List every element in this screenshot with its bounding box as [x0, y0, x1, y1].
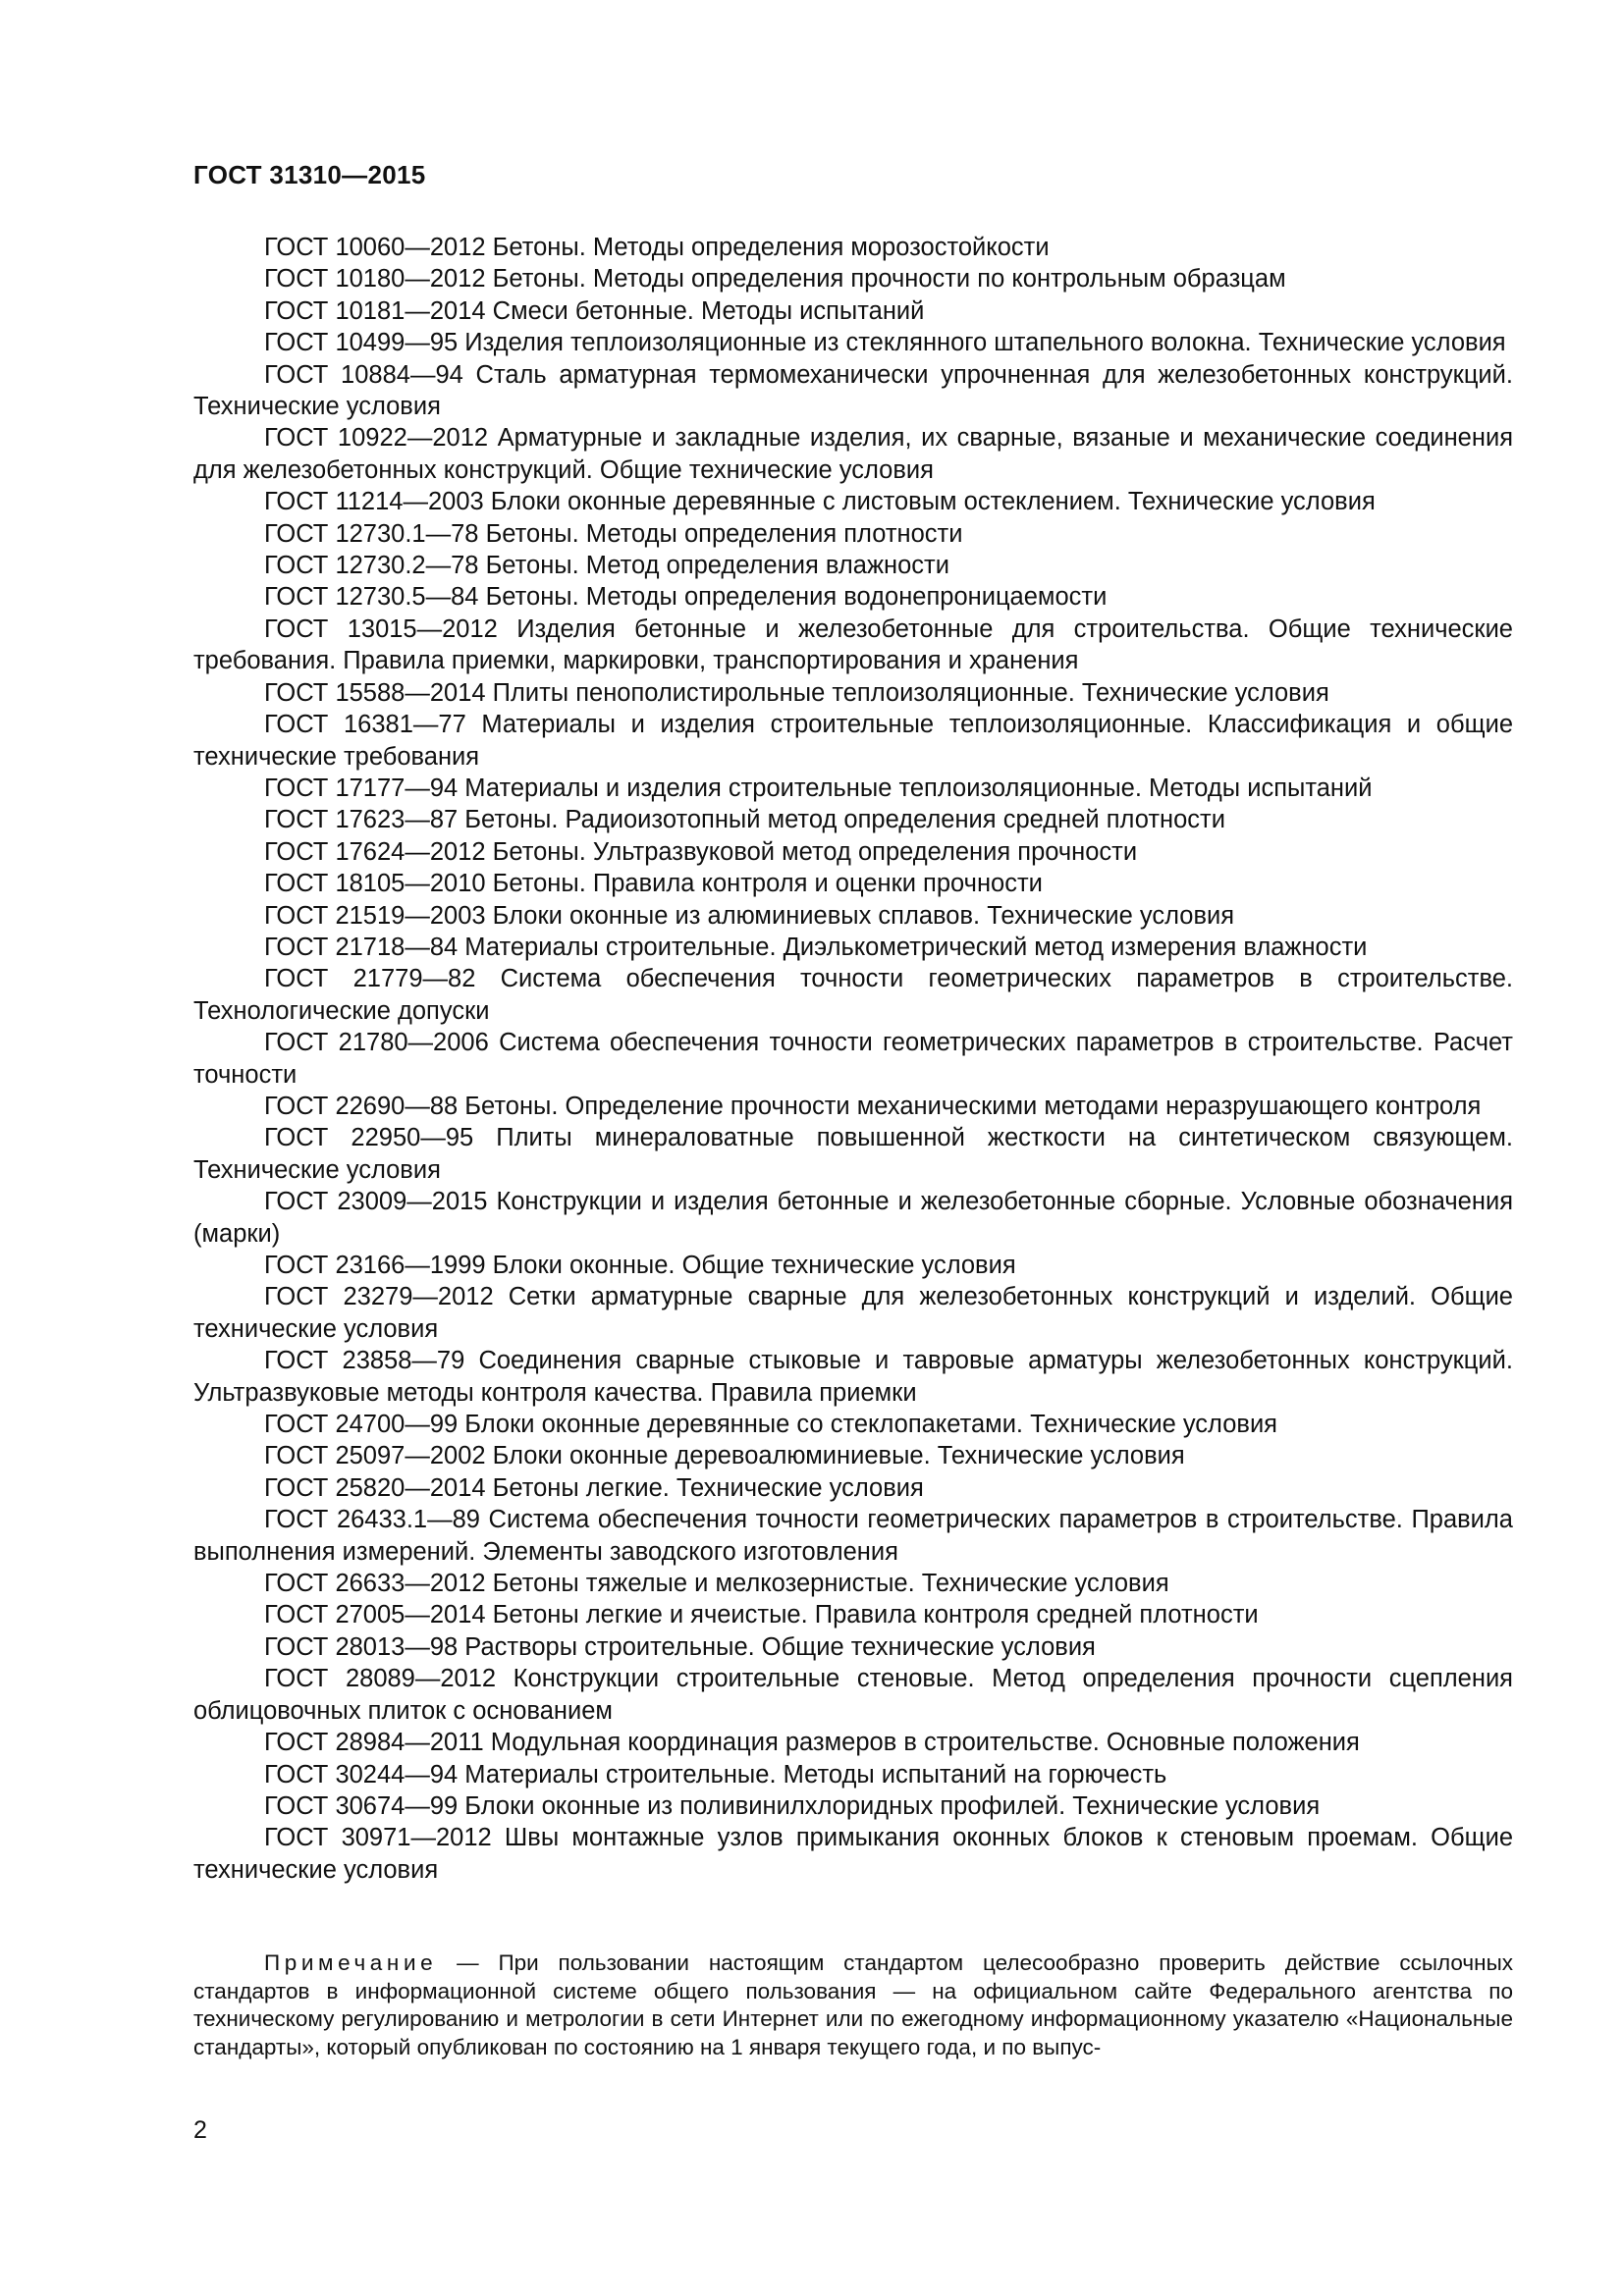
reference-item: ГОСТ 25097—2002 Блоки оконные деревоалюминиевые. Технические условия	[264, 1442, 1185, 1470]
reference-item: ГОСТ 21779—82 Система обеспечения точности геометрических параметров в строительстве. Технологические допуски	[193, 965, 1513, 1025]
reference-item: ГОСТ 21519—2003 Блоки оконные из алюминиевых сплавов. Технические условия	[264, 901, 1235, 930]
note-text: — При пользовании настоящим стандартом целесообразно проверить действие ссылочных стандартов в информационной системе общего пользования — на официальном сайте Федерального агентства по техническому регулированию и метрологии в сети Интернет или по ежегодному информационному указателю «Национальные стандарты», который опубликован по состоянию на 1 января текущего года, и по выпус-	[193, 1950, 1513, 2059]
reference-item: ГОСТ 28013—98 Растворы строительные. Общие технические условия	[264, 1632, 1096, 1661]
reference-item: ГОСТ 23166—1999 Блоки оконные. Общие технические условия	[264, 1252, 1016, 1279]
note-paragraph	[193, 1949, 1513, 2061]
reference-item: ГОСТ 21718—84 Материалы строительные. Диэлькометрический метод измерения влажности	[264, 933, 1368, 961]
reference-item: ГОСТ 22950—95 Плиты минераловатные повышенной жесткости на синтетическом связующем. Технические условия	[193, 1124, 1513, 1184]
reference-item: ГОСТ 24700—99 Блоки оконные деревянные со стеклопакетами. Технические условия	[264, 1411, 1277, 1439]
normative-references-list	[193, 232, 1513, 1886]
reference-item: ГОСТ 12730.2—78 Бетоны. Метод определения влажности	[264, 552, 949, 580]
reference-item: ГОСТ 17177—94 Материалы и изделия строительные теплоизоляционные. Методы испытаний	[264, 774, 1373, 802]
reference-item: ГОСТ 10180—2012 Бетоны. Методы определения прочности по контрольным образцам	[264, 265, 1286, 294]
reference-item: ГОСТ 30674—99 Блоки оконные из поливинилхлоридных профилей. Технические условия	[264, 1791, 1321, 1820]
reference-item: ГОСТ 26433.1—89 Система обеспечения точности геометрических параметров в строительстве. Правила выполнения измерений. Элементы заводского изготовления	[193, 1506, 1513, 1566]
reference-item: ГОСТ 30971—2012 Швы монтажные узлов примыкания оконных блоков к стеновым проемам. Общие технические условия	[193, 1824, 1513, 1884]
reference-item: ГОСТ 17624—2012 Бетоны. Ультразвуковой метод определения прочности	[264, 837, 1138, 866]
reference-item: ГОСТ 27005—2014 Бетоны легкие и ячеистые. Правила контроля средней плотности	[264, 1601, 1259, 1629]
reference-item: ГОСТ 17623—87 Бетоны. Радиоизотопный метод определения средней плотности	[264, 806, 1225, 834]
reference-item: ГОСТ 23279—2012 Сетки арматурные сварные для железобетонных конструкций и изделий. Общие технические условия	[193, 1283, 1513, 1343]
reference-item: ГОСТ 10499—95 Изделия теплоизоляционные из стеклянного штапельного волокна. Технические условия	[264, 329, 1506, 357]
reference-item: ГОСТ 11214—2003 Блоки оконные деревянные с листовым остеклением. Технические условия	[264, 488, 1376, 516]
page-number: 2	[193, 2116, 207, 2144]
reference-item: ГОСТ 28984—2011 Модульная координация размеров в строительстве. Основные положения	[264, 1729, 1360, 1757]
reference-item: ГОСТ 10884—94 Сталь арматурная термомеханически упрочненная для железобетонных конструкций. Технические условия	[193, 360, 1513, 421]
reference-item: ГОСТ 23009—2015 Конструкции и изделия бетонные и железобетонные сборные. Условные обозначения (марки)	[193, 1188, 1513, 1248]
note-label: Примечание	[264, 1950, 438, 1975]
reference-item: ГОСТ 22690—88 Бетоны. Определение прочности механическими методами неразрушающего контроля	[264, 1092, 1482, 1120]
reference-item: ГОСТ 15588—2014 Плиты пенополистирольные теплоизоляционные. Технические условия	[264, 678, 1329, 707]
reference-item: ГОСТ 28089—2012 Конструкции строительные стеновые. Метод определения прочности сцепления облицовочных плиток с основанием	[193, 1665, 1513, 1725]
reference-item: ГОСТ 18105—2010 Бетоны. Правила контроля и оценки прочности	[264, 870, 1043, 898]
reference-item: ГОСТ 30244—94 Материалы строительные. Методы испытаний на горючесть	[264, 1760, 1167, 1789]
reference-item: ГОСТ 21780—2006 Система обеспечения точности геометрических параметров в строительстве. Расчет точности	[193, 1029, 1513, 1089]
reference-item: ГОСТ 10181—2014 Смеси бетонные. Методы испытаний	[264, 296, 925, 325]
reference-item: ГОСТ 12730.1—78 Бетоны. Методы определения плотности	[264, 519, 963, 548]
reference-item: ГОСТ 26633—2012 Бетоны тяжелые и мелкозернистые. Технические условия	[264, 1570, 1169, 1598]
reference-item: ГОСТ 10922—2012 Арматурные и закладные изделия, их сварные, вязаные и механические соединения для железобетонных конструкций. Общие технические условия	[193, 424, 1513, 484]
document-code-header: ГОСТ 31310—2015	[193, 160, 426, 189]
reference-item: ГОСТ 13015—2012 Изделия бетонные и железобетонные для строительства. Общие технические требования. Правила приемки, маркировки, транспортирования и хранения	[193, 614, 1513, 675]
reference-item: ГОСТ 25820—2014 Бетоны легкие. Технические условия	[264, 1473, 924, 1502]
reference-item: ГОСТ 23858—79 Соединения сварные стыковые и тавровые арматуры железобетонных конструкций. Ультразвуковые методы контроля качества. Правила приемки	[193, 1347, 1513, 1407]
reference-item: ГОСТ 16381—77 Материалы и изделия строительные теплоизоляционные. Классификация и общие технические требования	[193, 711, 1513, 771]
reference-item: ГОСТ 12730.5—84 Бетоны. Методы определения водонепроницаемости	[264, 583, 1108, 612]
reference-item: ГОСТ 10060—2012 Бетоны. Методы определения морозостойкости	[264, 234, 1050, 261]
